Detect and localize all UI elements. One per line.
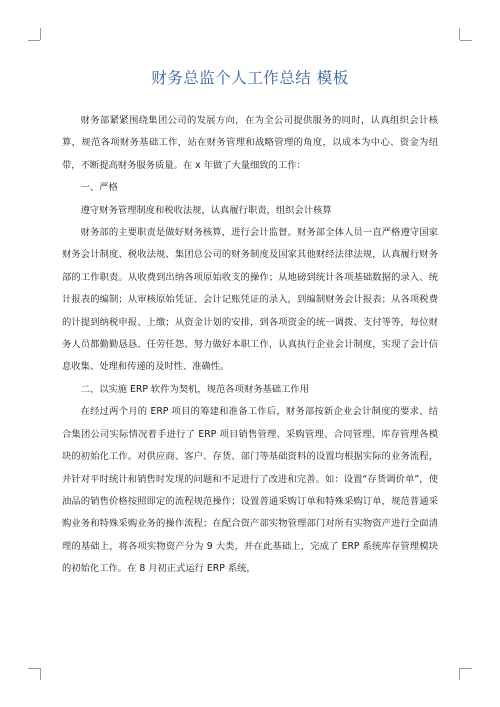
document-title: 财务总监个人工作总结 模板 (151, 69, 349, 87)
crop-mark-top-right-horizontal (460, 40, 472, 41)
document-body (62, 110, 438, 581)
crop-mark-top-right-vertical (459, 28, 460, 40)
crop-mark-top-left-vertical (40, 28, 41, 40)
intro-paragraph: 财务部紧紧围绕集团公司的发展方向，在为全公司提供服务的同时，认真组织会计核算，规范各项财务基础工作，站在财务管理和战略管理的角度，以成本为中心、资金为纽带，不断提高财务服务质量。在 x 年做了大量细致的工作： (62, 115, 438, 171)
crop-mark-bottom-left-horizontal (28, 668, 40, 669)
crop-mark-top-left-horizontal (28, 40, 40, 41)
section-heading-1: 一、严格 (80, 182, 118, 194)
crop-mark-bottom-right-horizontal (460, 668, 472, 669)
section-1-subheading: 遵守财务管理制度和税收法规，认真履行职责，组织会计核算 (80, 204, 332, 216)
crop-mark-bottom-right-vertical (459, 668, 460, 680)
section-1-paragraph: 财务部的主要职责是做好财务核算，进行会计监督。财务部全体人员一直严格遵守国家财务会计制度、税收法规、集团总公司的财务制度及国家其他财经法律法规，认真履行财务部的工作职责。从收费到出纳各项原始收支的操作；从地磅到统计各项基础数据的录入、统计报表的编制；从审核原始凭证、会计记账凭证的录入，到编制财务会计报表；从各项税费的计提到纳税申报、上缴；从资金计划的安排，到各项资金的统一调拨、支付等等，每位财务人员都勤勤恳恳、任劳任怨、努力做好本职工作，认真执行企业会计制度，实现了会计信息收集、处理和传递的及时性、准确性。 (62, 227, 438, 373)
section-heading-2: 二、以实施 ERP 软件为契机，规范各项财务基础工作用 (80, 383, 309, 395)
section-2-paragraph: 在经过两个月的 ERP 项目的筹建和准备工作后，财务部按新企业会计制度的要求、结合集团公司实际情况着手进行了 ERP 项目销售管理、采购管理、合同管理、库存管理各模块的初始化工作。对供应商、客户、存货、部门等基础资料的设置均根据实际的业务流程，并针对平时统计和销售时发现的问题和不足进行了改进和完善。如：设置“存货调价单”，使油品的销售价格按照即定的流程规范操作；设置普通采购订单和特殊采购订单，规范普通采购业务和特殊采购业务的操作流程；在配合资产部实物管理部门对所有实物资产进行全面清理的基础上，将各项实物资产分为 9 大类，并在此基础上，完成了 ERP 系统库存管理模块的初始化工作。在 8 月初正式运行 ERP 系统， (62, 406, 438, 575)
crop-mark-bottom-left-vertical (40, 668, 41, 680)
